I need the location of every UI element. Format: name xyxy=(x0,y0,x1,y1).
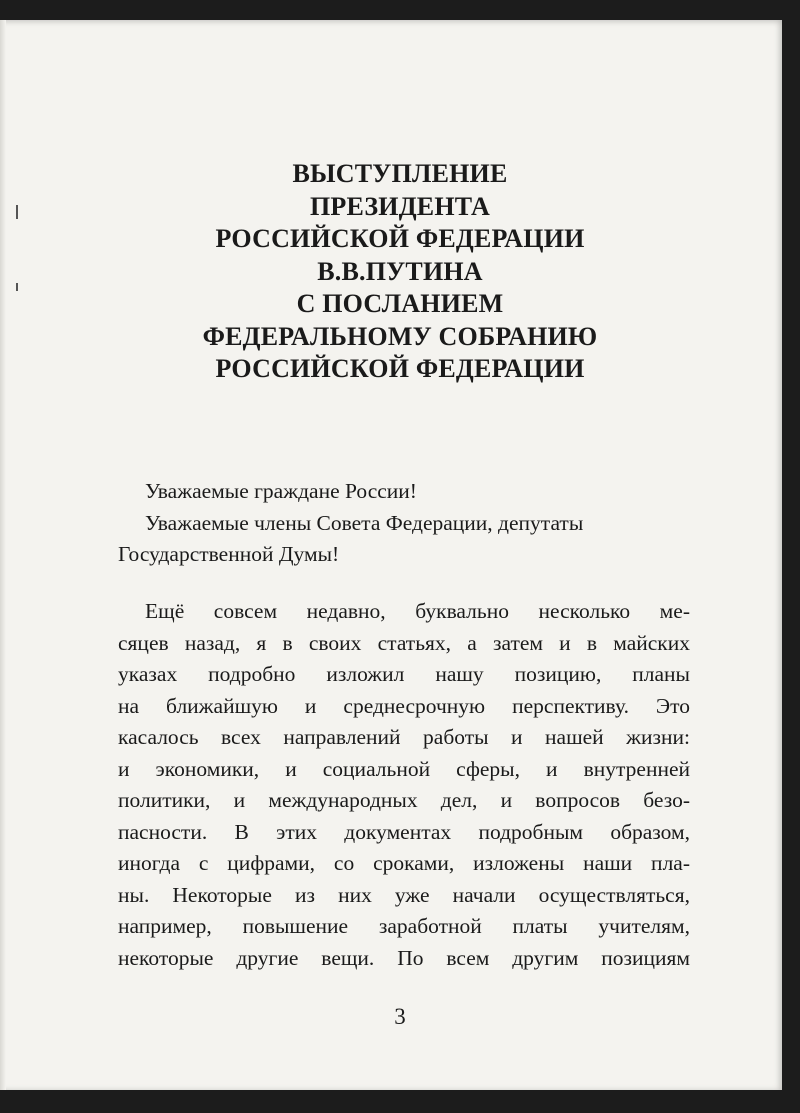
body-paragraph xyxy=(118,596,690,974)
body-line: Ещё совсем недавно, буквально несколько ме- xyxy=(145,599,690,623)
body-line: на ближайшую и среднесрочную перспективу. Это xyxy=(118,693,690,718)
document-title xyxy=(100,158,700,386)
title-line: ФЕДЕРАЛЬНОМУ СОБРАНИЮ xyxy=(202,321,598,351)
body-line: иногда с цифрами, со сроками, изложены наши пла- xyxy=(118,851,690,875)
body-line: касалось всех направлений работы и нашей жизни: xyxy=(118,725,690,749)
body-line: ны. Некоторые из них уже начали осуществляться, xyxy=(118,882,690,907)
body-line: некоторые другие вещи. По всем другим позициям xyxy=(118,945,690,970)
title-line: ПРЕЗИДЕНТА xyxy=(310,191,490,221)
margin-mark xyxy=(16,283,18,291)
page-binding-edge xyxy=(0,20,6,1090)
salutation-block xyxy=(118,476,690,571)
page-number: 3 xyxy=(394,1004,406,1029)
body-line: сяцев назад, я в своих статьях, а затем и в майских xyxy=(118,630,690,655)
title-line: В.В.ПУТИНА xyxy=(317,256,483,286)
body-line: указах подробно изложил нашу позицию, планы xyxy=(118,662,690,686)
body-line: например, повышение заработной платы учителям, xyxy=(118,914,690,938)
title-line: С ПОСЛАНИЕМ xyxy=(296,289,504,318)
salutation-members: Уважаемые члены Совета Федерации, депутаты Государственной Думы! xyxy=(118,510,584,566)
body-line: политики, и международных дел, и вопросов безо- xyxy=(118,788,690,812)
margin-mark xyxy=(16,205,18,219)
title-line: РОССИЙСКОЙ ФЕДЕРАЦИИ xyxy=(215,224,585,253)
body-line: пасности. В этих документах подробным образом, xyxy=(118,819,690,844)
body-line: и экономики, и социальной сферы, и внутренней xyxy=(118,756,690,781)
title-line: ВЫСТУПЛЕНИЕ xyxy=(292,159,508,188)
title-line: РОССИЙСКОЙ ФЕДЕРАЦИИ xyxy=(215,354,585,383)
salutation-citizens: Уважаемые граждане России! xyxy=(145,479,417,503)
